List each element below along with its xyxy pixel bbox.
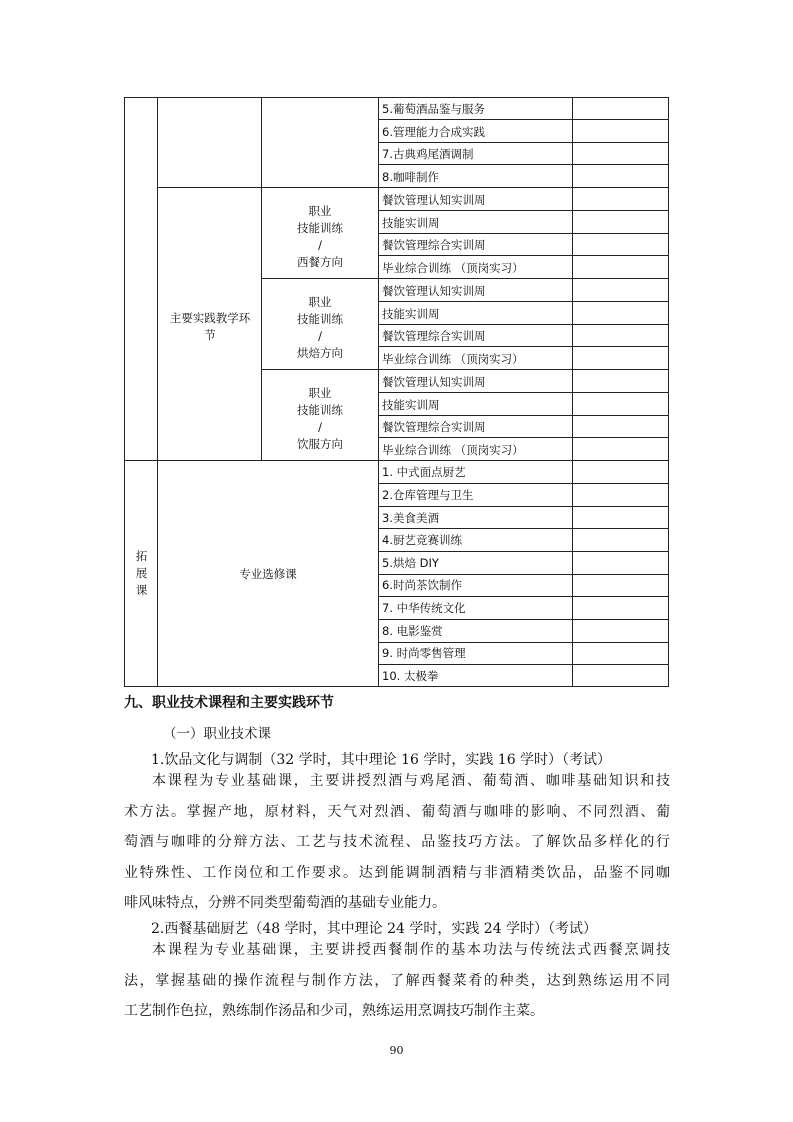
- table-row: 餐饮管理综合实训周: [382, 420, 486, 434]
- table-row: 餐饮管理认知实训周: [382, 375, 486, 389]
- course-1-description: [124, 766, 670, 919]
- course-2-description: [124, 935, 670, 1027]
- direction-label-baking: [262, 294, 378, 362]
- paragraph-line: 工艺制作色拉，熟练制作汤品和少司，熟练运用烹调技巧制作主菜。: [124, 1003, 544, 1019]
- direction-label-line: /: [318, 329, 322, 343]
- table-row: 餐饮管理综合实训周: [382, 238, 486, 252]
- table-row: 2.仓库管理与卫生: [382, 488, 474, 502]
- table-row: 8. 电影鉴赏: [382, 624, 443, 638]
- paragraph-line: 萄酒与咖啡的分辩方法、工艺与技术流程、品鉴技巧方法。了解饮品多样化的行: [124, 834, 670, 850]
- page-number: 90: [389, 1044, 404, 1057]
- direction-label-beverage: [262, 385, 378, 453]
- direction-label-line: /: [318, 420, 322, 434]
- table-row: 3.美食美酒: [382, 511, 439, 525]
- paragraph-line: 啡风味特点，分辨不同类型葡萄酒的基础专业能力。: [124, 895, 446, 911]
- table-row: 毕业综合训练 （顶岗实习）: [382, 352, 524, 366]
- table-row: 5.烘焙 DIY: [382, 556, 439, 570]
- direction-label-line: 西餐方向: [297, 255, 343, 269]
- table-row: 10. 太极拳: [382, 669, 439, 683]
- subsection-heading: （一）职业技术课: [163, 726, 271, 742]
- extension-label-char: 课: [135, 583, 148, 597]
- direction-label-line: 饮服方向: [297, 437, 343, 451]
- paragraph-line: 业特殊性、工作岗位和工作要求。达到能调制酒精与非酒精类饮品，品鉴不同咖: [124, 864, 670, 881]
- direction-label-line: 技能训练: [297, 312, 343, 326]
- table-row: 1. 中式面点厨艺: [382, 465, 466, 479]
- elective-course-label: 专业选修课: [239, 567, 297, 581]
- direction-label-line: 技能训练: [297, 403, 343, 417]
- table-row: 餐饮管理认知实训周: [382, 284, 486, 298]
- practice-label-text: 主要实践教学环节: [169, 311, 251, 342]
- table-row: 5.葡萄酒品鉴与服务: [382, 102, 485, 116]
- table-row: 毕业综合训练 （顶岗实习）: [382, 261, 524, 275]
- direction-label-line: 职业: [308, 295, 332, 309]
- table-row: 餐饮管理认知实训周: [382, 193, 486, 207]
- paragraph-line: 法，掌握基础的操作流程与制作方法，了解西餐菜肴的种类，达到熟练运用不同: [124, 972, 670, 989]
- direction-label-line: 烘焙方向: [297, 346, 343, 360]
- extension-course-label: [125, 548, 158, 599]
- table-row: 8.咖啡制作: [382, 170, 439, 184]
- course-1-title: 1.饮品文化与调制（32 学时，其中理论 16 学时，实践 16 学时）（考试）: [151, 752, 612, 768]
- table-row: 7. 中华传统文化: [382, 601, 466, 615]
- table-row: 6.管理能力合成实践: [382, 125, 485, 139]
- table-row: 技能实训周: [382, 398, 440, 412]
- paragraph-line: 本课程为专业基础课，主要讲授西餐制作的基本功法与传统法式西餐烹调技: [152, 942, 670, 958]
- course-2-title: 2.西餐基础厨艺（48 学时，其中理论 24 学时，实践 24 学时）（考试）: [151, 921, 598, 937]
- table-row: 4.厨艺竞赛训练: [382, 533, 462, 547]
- direction-label-line: 技能训练: [297, 221, 343, 235]
- section-heading: 九、职业技术课程和主要实践环节: [124, 695, 334, 711]
- table-row: 技能实训周: [382, 307, 440, 321]
- extension-label-char: 拓: [135, 549, 148, 563]
- table-row: 9. 时尚零售管理: [382, 646, 466, 660]
- extension-label-char: 展: [135, 566, 148, 580]
- table-row: 6.时尚茶饮制作: [382, 578, 462, 592]
- table-row: 毕业综合训练 （顶岗实习）: [382, 443, 524, 457]
- practice-section-label: [158, 310, 262, 344]
- table-row: 7.古典鸡尾酒调制: [382, 147, 474, 161]
- table-row: 餐饮管理综合实训周: [382, 329, 486, 343]
- direction-label-western: [262, 203, 378, 271]
- direction-label-line: 职业: [308, 386, 332, 400]
- direction-label-line: /: [318, 238, 322, 252]
- table-row: 技能实训周: [382, 216, 440, 230]
- paragraph-line: 术方法。掌握产地，原材料，天气对烈酒、葡萄酒与咖啡的影响、不同烈酒、葡: [124, 803, 670, 820]
- paragraph-line: 本课程为专业基础课，主要讲授烈酒与鸡尾酒、葡萄酒、咖啡基础知识和技: [152, 773, 670, 789]
- direction-label-line: 职业: [308, 204, 332, 218]
